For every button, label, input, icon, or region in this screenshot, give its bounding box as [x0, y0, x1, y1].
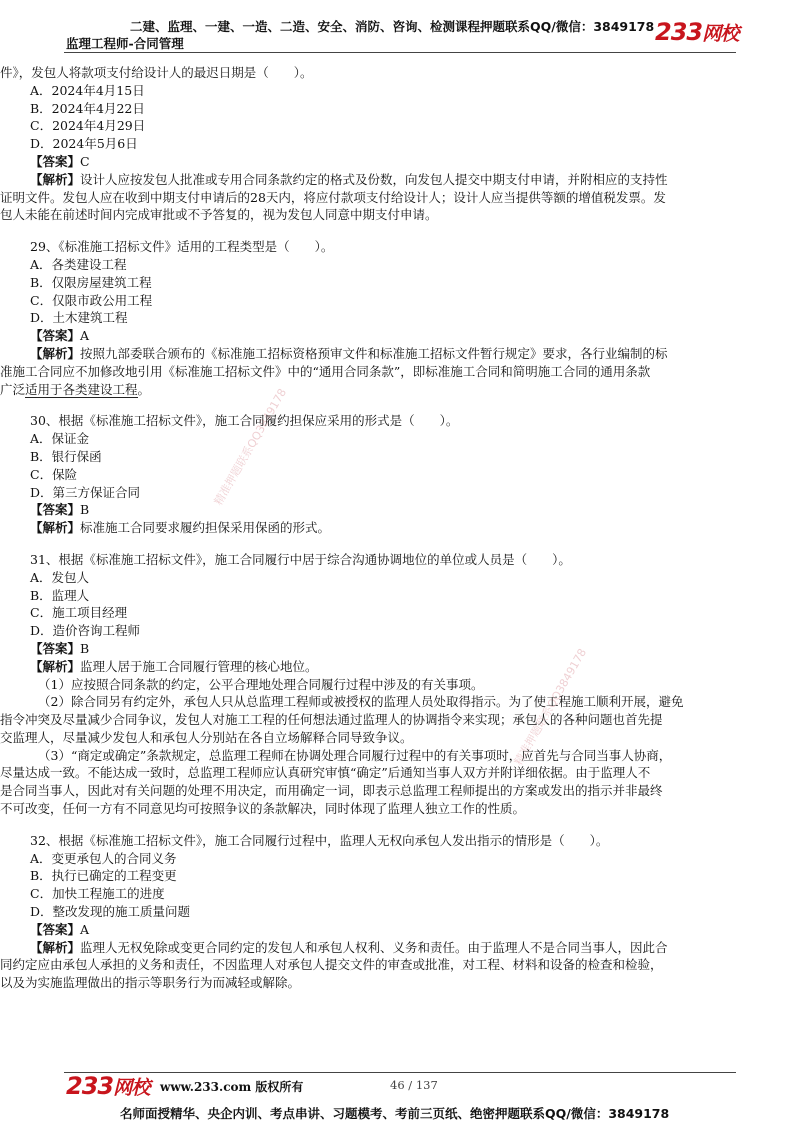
option-c: C．施工项目经理 [30, 605, 128, 621]
analysis-text: 准施工合同应不加修改地引用《标准施工招标文件》中的“通用合同条款”，即标准施工合同和简明施工合同的通用条款 [0, 363, 651, 379]
page-number: 46 / 137 [390, 1078, 438, 1092]
analysis-line [0, 171, 800, 189]
answer-label: 【答案】 [30, 502, 81, 518]
analysis-label: 【解析】 [30, 171, 81, 187]
option-d: D．土木建筑工程 [30, 310, 128, 326]
analysis-text: 标准施工合同要求履约担保采用保函的形式。 [80, 520, 331, 536]
option-a: A．保证金 [30, 431, 90, 447]
option-b: B．监理人 [30, 587, 90, 603]
watermark: 精准押题联系QQ3849178 [511, 646, 590, 768]
answer-label: 【答案】 [30, 921, 81, 937]
option-d: D．2024年5月6日 [30, 136, 138, 152]
answer-value: A [80, 328, 90, 344]
option-b: B．仅限房屋建筑工程 [30, 274, 152, 290]
answer-value: A [80, 921, 90, 937]
footer-copyright: www.233.com 版权所有 [160, 1080, 304, 1094]
analysis-point: （1）应按照合同条款的约定，公平合理地处理合同履行过程中涉及的有关事项。 [38, 676, 484, 692]
analysis-line [0, 345, 800, 363]
analysis-label: 【解析】 [30, 658, 81, 674]
watermark: 精准押题联系QQ3849178 [211, 386, 290, 508]
answer-line [0, 327, 800, 345]
option-b: B．执行已确定的工程变更 [30, 868, 177, 884]
analysis-line [0, 658, 800, 676]
analysis-text: 。 [137, 381, 151, 397]
answer-line [0, 501, 800, 519]
logo-text: 网校 [113, 1076, 150, 1099]
option-b: B．2024年4月22日 [30, 100, 145, 116]
question-stem: 29、《标准施工招标文件》适用的工程类型是（ ）。 [30, 239, 334, 255]
option-a: A．发包人 [30, 569, 90, 585]
answer-value: C [80, 153, 90, 169]
option-c: C．加快工程施工的进度 [30, 886, 165, 902]
answer-value: B [80, 640, 90, 656]
analysis-text: 尽量达成一致。不能达成一致时，总监理工程师应认真研究审慎“确定”后通知当事人双方并附详细依据。由于监理人不 [0, 765, 651, 781]
document-title: 监理工程师-合同管理 [66, 36, 184, 51]
analysis-text: 监理人居于施工合同履行管理的核心地位。 [80, 658, 318, 674]
analysis-text: 同约定应由承包人承担的义务和责任，不因监理人对承包人提交文件的审查或批准，对工程、材料和设备的检查和检验， [0, 957, 663, 973]
analysis-label: 【解析】 [30, 520, 81, 536]
footer-promo-text: 名师面授精华、央企内训、考点串讲、习题模考、考前三页纸、绝密押题联系QQ/微信：3849178 [120, 1106, 670, 1121]
answer-label: 【答案】 [30, 153, 81, 169]
option-a: A．各类建设工程 [30, 256, 127, 272]
analysis-text: 是合同当事人，因此对有关问题的处理不用决定，而用确定一词，即表示总监理工程师提出的方案或发出的指示并非最终 [0, 783, 663, 799]
option-d: D．第三方保证合同 [30, 484, 141, 500]
option-c: C．保险 [30, 466, 78, 482]
analysis-text: 以及为实施监理做出的指示等职务行为而减轻或解除。 [0, 975, 301, 991]
analysis-line [0, 939, 800, 957]
analysis-text: 包人未能在前述时间内完成审批或不予答复的，视为发包人同意中期支付申请。 [0, 207, 438, 223]
answer-label: 【答案】 [30, 640, 81, 656]
analysis-text: 监理人无权免除或变更合同约定的发包人和承包人权利、义务和责任。由于监理人不是合同当事人，因此合 [80, 939, 668, 955]
logo-number: 233 [655, 18, 703, 46]
analysis-text: 按照九部委联合颁布的《标准施工招标资格预审文件和标准施工招标文件暂行规定》要求，各行业编制的标 [80, 345, 668, 361]
option-a: A．变更承包人的合同义务 [30, 850, 177, 866]
answer-value: B [80, 502, 90, 518]
footer-brand-logo[interactable] [66, 1072, 149, 1100]
option-d: D．整改发现的施工质量问题 [30, 904, 191, 920]
analysis-text: 指令冲突及尽量减少合同争议，发包人对施工工程的任何想法通过监理人的协调指令来实现；承包人的各种问题也首先提 [0, 712, 663, 728]
logo-number: 233 [66, 1072, 114, 1100]
answer-line [0, 640, 800, 658]
option-b: B．银行保函 [30, 448, 102, 464]
analysis-text: 设计人应按发包人批准或专用合同条款约定的格式及份数，向发包人提交中期支付申请，并附相应的支持性 [80, 171, 668, 187]
analysis-label: 【解析】 [30, 345, 81, 361]
header-divider [64, 52, 736, 53]
option-d: D．造价咨询工程师 [30, 623, 141, 639]
analysis-text: 不可改变，任何一方有不同意见均可按照争议的条款解决，同时体现了监理人独立工作的性质。 [0, 801, 526, 817]
answer-line [0, 153, 800, 171]
header-promo-text: 二建、监理、一建、一造、二造、安全、消防、咨询、检测课程押题联系QQ/微信：3849178 [130, 19, 655, 34]
analysis-text: 证明文件。发包人应在收到中期支付申请后的28天内，将应付款项支付给设计人；设计人应当提供等额的增值税发票。发 [0, 189, 666, 205]
footer-divider [64, 1072, 736, 1073]
option-c: C．仅限市政公用工程 [30, 292, 153, 308]
analysis-text: 交监理人，尽量减少发包人和承包人分别站在各自立场解释合同导致争议。 [0, 729, 413, 745]
question-stem: 30、根据《标准施工招标文件》，施工合同履约担保应采用的形式是（ ）。 [30, 413, 459, 429]
document-body [0, 64, 800, 992]
question-stem: 31、根据《标准施工招标文件》，施工合同履行中居于综合沟通协调地位的单位或人员是（ ）。 [30, 551, 571, 567]
question-stem: 32、根据《标准施工招标文件》，施工合同履行过程中，监理人无权向承包人发出指示的情形是（ ）。 [30, 832, 609, 848]
analysis-point: （3）“商定或确定”条款规定，总监理工程师在协调处理合同履行过程中的有关事项时，应首先与合同当事人协商， [38, 747, 672, 763]
brand-logo[interactable] [655, 18, 738, 46]
analysis-line [0, 519, 800, 537]
underlined-text: 适用于各类建设工程 [25, 381, 138, 397]
analysis-point: （2）除合同另有约定外，承包人只从总监理工程师或被授权的监理人员处取得指示。为了使工程施工顺利开展，避免 [38, 694, 684, 710]
option-c: C．2024年4月29日 [30, 118, 146, 134]
question-stem: 件》，发包人将款项支付给设计人的最迟日期是（ ）。 [0, 65, 313, 80]
analysis-label: 【解析】 [30, 939, 81, 955]
answer-label: 【答案】 [30, 328, 81, 344]
analysis-text: 广泛 [0, 381, 26, 397]
answer-line [0, 921, 800, 939]
logo-text: 网校 [702, 22, 739, 45]
option-a: A．2024年4月15日 [30, 82, 145, 98]
analysis-text-last [0, 381, 800, 399]
